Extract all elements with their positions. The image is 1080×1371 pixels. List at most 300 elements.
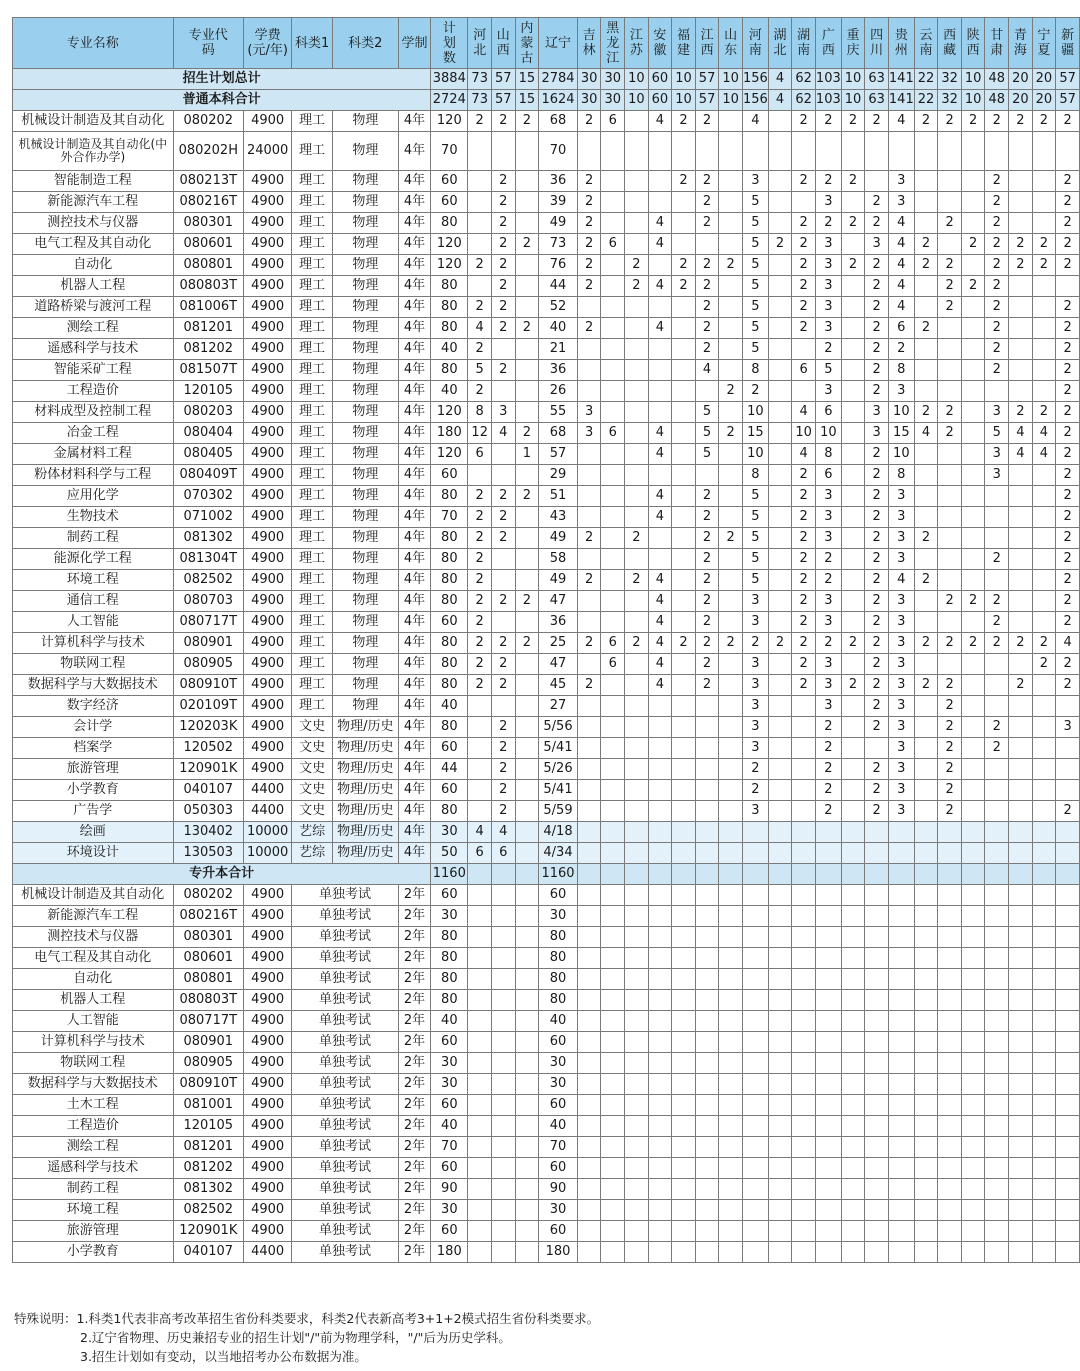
subject-category-1: 艺综	[292, 822, 333, 843]
province-count	[719, 192, 743, 213]
province-count	[865, 885, 889, 906]
province-count: 2	[792, 465, 816, 486]
province-count: 10	[961, 90, 985, 111]
province-count	[985, 1200, 1009, 1221]
province-count: 2	[914, 255, 938, 276]
province-count: 2	[1056, 549, 1080, 570]
province-count	[961, 969, 985, 990]
tuition-fee: 4900	[243, 738, 291, 759]
province-count	[865, 171, 889, 192]
province-count	[491, 612, 515, 633]
province-count: 2	[865, 381, 889, 402]
province-count: 2	[792, 111, 816, 132]
province-count: 2	[815, 171, 841, 192]
section-plan-total: 1160	[431, 864, 468, 885]
province-count: 30	[539, 1074, 578, 1095]
province-count: 36	[539, 171, 578, 192]
province-count: 4	[491, 423, 515, 444]
province-count: 10	[792, 423, 816, 444]
major-code: 080216T	[173, 906, 243, 927]
province-count	[1032, 927, 1056, 948]
subject-category-1: 理工	[292, 111, 333, 132]
province-count	[601, 507, 625, 528]
subject-requirement: 单独考试	[292, 1032, 398, 1053]
province-count	[768, 675, 792, 696]
tuition-fee: 4900	[243, 885, 291, 906]
province-count: 2	[1032, 255, 1056, 276]
province-count	[515, 1158, 539, 1179]
subject-category-1: 理工	[292, 696, 333, 717]
province-count	[1056, 1200, 1080, 1221]
province-count: 2	[938, 759, 962, 780]
province-count	[888, 990, 914, 1011]
province-count	[695, 843, 719, 864]
province-count: 6	[491, 843, 515, 864]
province-count	[672, 990, 696, 1011]
province-count	[515, 948, 539, 969]
province-count	[815, 885, 841, 906]
tuition-fee: 4900	[243, 486, 291, 507]
province-count: 4	[648, 318, 672, 339]
province-count	[865, 927, 889, 948]
province-count: 2	[938, 111, 962, 132]
province-count: 60	[539, 885, 578, 906]
province-count	[961, 318, 985, 339]
province-count	[468, 465, 492, 486]
province-count	[841, 276, 865, 297]
province-count: 30	[539, 906, 578, 927]
province-count	[695, 927, 719, 948]
province-count: 2	[468, 654, 492, 675]
province-count: 49	[539, 528, 578, 549]
subject-category-1: 理工	[292, 549, 333, 570]
header-plan: 计划数	[431, 18, 468, 69]
province-count	[577, 444, 601, 465]
province-count	[625, 1200, 649, 1221]
province-count	[491, 570, 515, 591]
province-count	[961, 822, 985, 843]
province-count: 2	[1056, 213, 1080, 234]
province-count: 4	[888, 255, 914, 276]
province-count	[768, 906, 792, 927]
province-count: 2	[491, 591, 515, 612]
province-count	[719, 990, 743, 1011]
province-count	[625, 801, 649, 822]
province-count	[1032, 612, 1056, 633]
province-count	[985, 780, 1009, 801]
province-count: 6	[601, 423, 625, 444]
province-count	[1056, 276, 1080, 297]
table-row	[13, 192, 1080, 213]
subject-requirement: 单独考试	[292, 1116, 398, 1137]
plan-count: 30	[431, 1053, 468, 1074]
province-count: 10	[672, 69, 696, 90]
subject-requirement: 单独考试	[292, 1221, 398, 1242]
province-count	[491, 444, 515, 465]
province-count	[648, 1011, 672, 1032]
study-years: 4年	[398, 339, 431, 360]
province-count	[695, 738, 719, 759]
province-count: 3	[888, 654, 914, 675]
subject-category-2: 物理	[332, 591, 398, 612]
tuition-fee: 4900	[243, 612, 291, 633]
province-count: 2	[938, 423, 962, 444]
table-row	[13, 234, 1080, 255]
study-years: 2年	[398, 1053, 431, 1074]
province-count: 5/41	[539, 738, 578, 759]
province-count	[961, 486, 985, 507]
province-count	[1056, 1179, 1080, 1200]
province-count	[695, 1137, 719, 1158]
province-count	[491, 1242, 515, 1263]
subject-category-2: 物理/历史	[332, 822, 398, 843]
province-count	[1056, 1053, 1080, 1074]
major-name: 测控技术与仪器	[13, 213, 174, 234]
table-row	[13, 507, 1080, 528]
header-years: 学制	[398, 18, 431, 69]
province-count	[938, 1221, 962, 1242]
province-count	[468, 1158, 492, 1179]
province-count	[719, 360, 743, 381]
province-count	[865, 1200, 889, 1221]
province-count: 156	[742, 90, 768, 111]
province-count: 2	[865, 255, 889, 276]
study-years: 4年	[398, 192, 431, 213]
province-count	[577, 801, 601, 822]
province-count	[695, 1242, 719, 1263]
tuition-fee: 4900	[243, 1179, 291, 1200]
plan-count: 180	[431, 1242, 468, 1263]
province-count	[625, 132, 649, 171]
province-count	[914, 297, 938, 318]
province-count: 3	[865, 402, 889, 423]
province-count: 2	[938, 717, 962, 738]
province-count	[914, 696, 938, 717]
province-count: 2	[985, 717, 1009, 738]
province-count: 3	[815, 612, 841, 633]
province-count	[719, 1158, 743, 1179]
province-count: 2	[491, 234, 515, 255]
province-count	[1009, 192, 1033, 213]
province-count	[719, 717, 743, 738]
province-count	[491, 948, 515, 969]
province-count: 2	[491, 192, 515, 213]
subject-category-2: 物理/历史	[332, 738, 398, 759]
province-count: 2	[695, 192, 719, 213]
province-count	[601, 486, 625, 507]
plan-count: 80	[431, 318, 468, 339]
province-count: 5	[742, 507, 768, 528]
province-count	[719, 339, 743, 360]
province-count: 2	[1056, 192, 1080, 213]
province-count	[768, 570, 792, 591]
province-count	[768, 801, 792, 822]
province-count	[914, 843, 938, 864]
province-count	[1032, 822, 1056, 843]
province-count	[841, 654, 865, 675]
province-count: 2	[961, 276, 985, 297]
province-count: 10	[742, 444, 768, 465]
province-count	[672, 1053, 696, 1074]
tuition-fee: 4900	[243, 234, 291, 255]
province-count	[792, 1221, 816, 1242]
major-code: 071002	[173, 507, 243, 528]
subject-category-2: 物理	[332, 381, 398, 402]
table-row	[13, 948, 1080, 969]
province-count	[1009, 822, 1033, 843]
province-count	[985, 132, 1009, 171]
study-years: 4年	[398, 528, 431, 549]
subject-category-2: 物理	[332, 171, 398, 192]
province-count	[1056, 696, 1080, 717]
province-count	[625, 192, 649, 213]
plan-count: 40	[431, 1011, 468, 1032]
major-name: 自动化	[13, 969, 174, 990]
province-count: 30	[577, 69, 601, 90]
province-count: 4	[648, 570, 672, 591]
province-count	[841, 234, 865, 255]
province-count	[515, 1221, 539, 1242]
province-count	[914, 1032, 938, 1053]
province-count	[648, 339, 672, 360]
province-count	[601, 402, 625, 423]
province-count	[914, 759, 938, 780]
province-count: 10	[719, 69, 743, 90]
province-count	[648, 297, 672, 318]
province-count	[1009, 1158, 1033, 1179]
province-count: 60	[539, 1158, 578, 1179]
province-count	[648, 1200, 672, 1221]
province-count	[815, 1095, 841, 1116]
province-count	[468, 906, 492, 927]
province-count	[719, 111, 743, 132]
province-count	[672, 612, 696, 633]
province-count	[792, 696, 816, 717]
major-code: 080910T	[173, 1074, 243, 1095]
province-count	[515, 360, 539, 381]
province-count	[865, 1011, 889, 1032]
province-count	[985, 1032, 1009, 1053]
province-count	[625, 318, 649, 339]
major-code: 080703	[173, 591, 243, 612]
province-count	[601, 990, 625, 1011]
study-years: 4年	[398, 696, 431, 717]
province-count: 2	[695, 612, 719, 633]
province-count: 5	[742, 549, 768, 570]
province-count	[648, 717, 672, 738]
province-count	[468, 1137, 492, 1158]
province-count	[815, 1242, 841, 1263]
province-count	[577, 1137, 601, 1158]
province-count	[961, 132, 985, 171]
province-count: 2	[468, 381, 492, 402]
province-count: 57	[1056, 69, 1080, 90]
province-count	[1009, 297, 1033, 318]
province-count: 4	[648, 444, 672, 465]
province-count	[1009, 906, 1033, 927]
province-count	[938, 192, 962, 213]
province-count	[719, 276, 743, 297]
header-code: 专业代码	[173, 18, 243, 69]
tuition-fee: 4900	[243, 906, 291, 927]
major-code: 080601	[173, 234, 243, 255]
province-count: 3	[815, 507, 841, 528]
province-count	[768, 255, 792, 276]
province-count: 2	[695, 486, 719, 507]
province-count	[841, 1011, 865, 1032]
province-count	[672, 675, 696, 696]
province-count	[888, 1137, 914, 1158]
province-count	[577, 1200, 601, 1221]
province-count: 2	[792, 570, 816, 591]
plan-count: 80	[431, 654, 468, 675]
province-count: 2	[1056, 444, 1080, 465]
province-count	[841, 717, 865, 738]
province-count	[914, 717, 938, 738]
tuition-fee: 4900	[243, 465, 291, 486]
province-count: 3	[888, 591, 914, 612]
tuition-fee: 4900	[243, 1011, 291, 1032]
province-count	[768, 549, 792, 570]
study-years: 4年	[398, 633, 431, 654]
province-count	[468, 276, 492, 297]
province-count	[695, 1095, 719, 1116]
table-row	[13, 276, 1080, 297]
plan-count: 60	[431, 171, 468, 192]
province-count	[985, 948, 1009, 969]
province-count	[515, 297, 539, 318]
province-count	[841, 696, 865, 717]
major-code: 020109T	[173, 696, 243, 717]
province-count	[985, 486, 1009, 507]
province-count	[792, 1116, 816, 1137]
tuition-fee: 4900	[243, 1095, 291, 1116]
province-count: 6	[815, 465, 841, 486]
study-years: 2年	[398, 1116, 431, 1137]
province-count	[577, 381, 601, 402]
province-count	[1056, 948, 1080, 969]
province-count	[768, 381, 792, 402]
province-count: 5/56	[539, 717, 578, 738]
province-count	[601, 213, 625, 234]
province-count	[792, 1074, 816, 1095]
tuition-fee: 4900	[243, 675, 291, 696]
province-count	[1056, 927, 1080, 948]
province-count	[1009, 927, 1033, 948]
header-province: 西藏	[938, 18, 962, 69]
province-count	[841, 1179, 865, 1200]
province-count	[648, 969, 672, 990]
province-count	[515, 864, 539, 885]
province-count: 4	[491, 822, 515, 843]
province-count	[1056, 1137, 1080, 1158]
study-years: 4年	[398, 612, 431, 633]
province-count: 3	[815, 276, 841, 297]
subject-category-1: 理工	[292, 654, 333, 675]
province-count: 2	[577, 111, 601, 132]
province-count: 8	[742, 465, 768, 486]
province-count	[888, 1200, 914, 1221]
province-count: 32	[938, 90, 962, 111]
province-count: 2	[865, 297, 889, 318]
province-count: 36	[539, 612, 578, 633]
province-count	[625, 654, 649, 675]
header-province: 安徽	[648, 18, 672, 69]
province-count	[792, 1242, 816, 1263]
province-count: 2	[1056, 318, 1080, 339]
major-name: 机械设计制造及其自动化	[13, 885, 174, 906]
province-count	[888, 885, 914, 906]
province-count	[938, 969, 962, 990]
major-code: 080301	[173, 927, 243, 948]
tuition-fee: 4900	[243, 255, 291, 276]
subject-requirement: 单独考试	[292, 1179, 398, 1200]
province-count	[792, 1095, 816, 1116]
province-count	[625, 111, 649, 132]
province-count	[468, 696, 492, 717]
province-count	[888, 1242, 914, 1263]
subject-category-2: 物理	[332, 276, 398, 297]
province-count	[841, 1242, 865, 1263]
table-row	[13, 801, 1080, 822]
study-years: 2年	[398, 948, 431, 969]
province-count	[985, 885, 1009, 906]
subject-category-1: 理工	[292, 486, 333, 507]
province-count	[985, 1074, 1009, 1095]
province-count	[672, 1242, 696, 1263]
province-count	[577, 549, 601, 570]
province-count: 2	[695, 591, 719, 612]
province-count: 2	[985, 276, 1009, 297]
study-years: 4年	[398, 213, 431, 234]
province-count	[1009, 864, 1033, 885]
province-count	[768, 990, 792, 1011]
province-count	[672, 339, 696, 360]
province-count: 2	[914, 111, 938, 132]
province-count: 44	[539, 276, 578, 297]
province-count: 45	[539, 675, 578, 696]
province-count	[672, 969, 696, 990]
province-count	[468, 864, 492, 885]
plan-count: 60	[431, 1221, 468, 1242]
subject-category-2: 物理/历史	[332, 759, 398, 780]
province-count	[515, 1053, 539, 1074]
province-count: 30	[601, 90, 625, 111]
province-count	[1009, 171, 1033, 192]
study-years: 4年	[398, 297, 431, 318]
province-count	[841, 1158, 865, 1179]
province-count	[601, 1116, 625, 1137]
tuition-fee: 4400	[243, 1242, 291, 1263]
subject-category-1: 理工	[292, 507, 333, 528]
province-count: 1624	[539, 90, 578, 111]
province-count	[961, 423, 985, 444]
province-count	[914, 381, 938, 402]
province-count: 2	[815, 111, 841, 132]
major-name: 电气工程及其自动化	[13, 234, 174, 255]
subject-requirement: 单独考试	[292, 1137, 398, 1158]
province-count: 5/26	[539, 759, 578, 780]
province-count	[888, 132, 914, 171]
province-count	[742, 969, 768, 990]
province-count	[841, 360, 865, 381]
province-count	[491, 1011, 515, 1032]
province-count: 2	[515, 486, 539, 507]
plan-count: 30	[431, 1200, 468, 1221]
province-count	[865, 1137, 889, 1158]
province-count	[648, 1074, 672, 1095]
province-count	[719, 864, 743, 885]
